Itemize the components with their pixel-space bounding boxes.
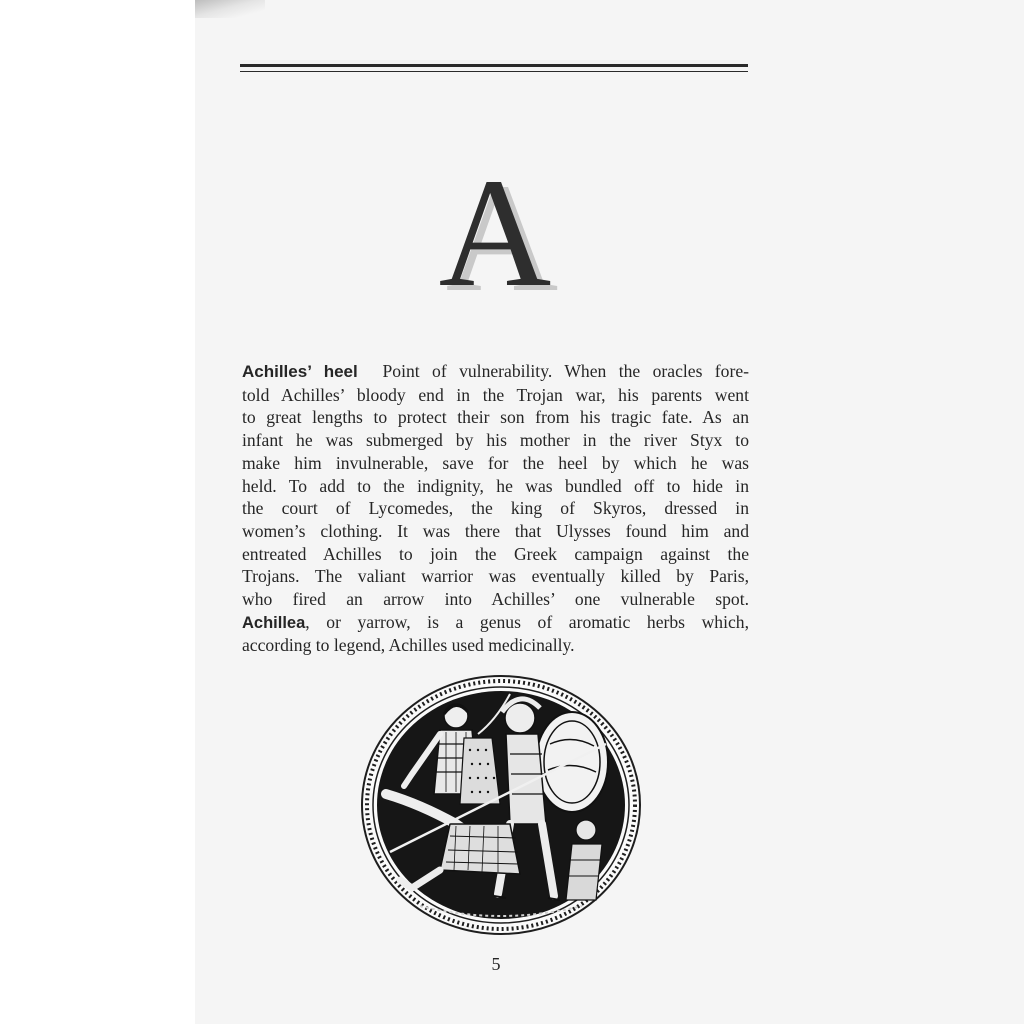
entry-line: entreated Achilles to join the Greek campaign against the xyxy=(242,543,749,564)
entry-line: Trojans. The valiant warrior was eventually killed by Paris, xyxy=(242,566,749,587)
entry-headword: Achilles’ heel xyxy=(242,362,358,381)
page-number: 5 xyxy=(491,954,501,974)
header-rule-thin xyxy=(240,71,748,72)
entry-line-text: Point of vulnerability. When the oracles fore- xyxy=(382,361,749,381)
entry-subterm: Achillea xyxy=(242,613,306,632)
entry-line: who fired an arrow into Achilles’ one vulnerable spot. xyxy=(242,589,749,610)
entry-line: make him invulnerable, save for the heel by which he was xyxy=(242,452,749,473)
entry-line xyxy=(242,360,749,384)
dictionary-entry xyxy=(242,360,749,657)
entry-line: women’s clothing. It was there that Ulysses found him and xyxy=(242,520,749,541)
entry-line: infant he was submerged by his mother in the river Styx to xyxy=(242,430,749,451)
entry-line: told Achilles’ bloody end in the Trojan war, his parents went xyxy=(242,384,749,405)
greek-vase-medallion-icon xyxy=(360,674,642,936)
page-corner-shadow xyxy=(195,0,265,18)
section-letter: A xyxy=(438,146,552,319)
entry-line xyxy=(242,611,749,635)
entry-line: held. To add to the indignity, he was bundled off to hide in xyxy=(242,475,749,496)
header-double-rule xyxy=(240,64,748,74)
header-rule-thick xyxy=(240,64,748,67)
entry-line-text: , or yarrow, is a genus of aromatic herbs which, xyxy=(305,611,749,632)
entry-line: the court of Lycomedes, the king of Skyros, dressed in xyxy=(242,498,749,519)
entry-line: according to legend, Achilles used medicinally. xyxy=(242,635,575,656)
entry-line: to great lengths to protect their son from his tragic fate. As an xyxy=(242,407,749,428)
